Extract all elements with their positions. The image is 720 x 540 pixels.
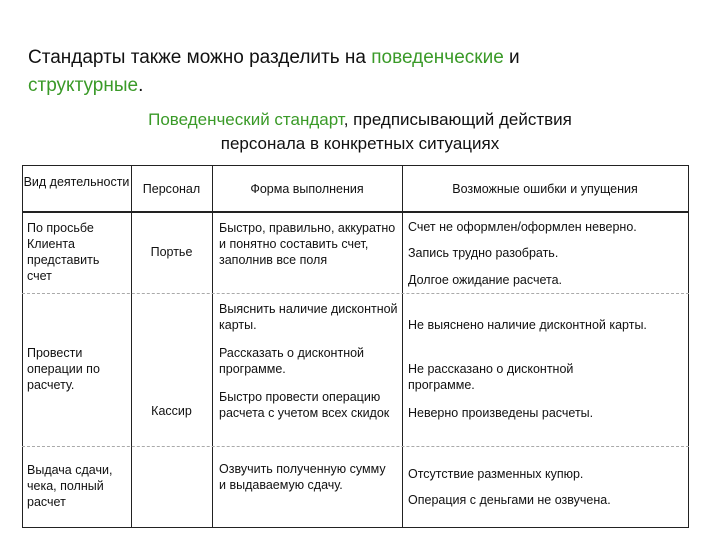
row2-error-3: Неверно произведены расчеты. [408,406,594,420]
row2-error-1: Не выяснено наличие дисконтной карты. [408,318,647,332]
row3-error-1: Отсутствие разменных купюр. [408,467,584,481]
slide-heading [28,44,708,100]
row1-error-1: Счет не оформлен/оформлен неверно. [408,220,637,234]
row1-error-2: Запись трудно разобрать. [408,246,559,260]
row2-form-2: Рассказать о дисконтной программе. [219,346,365,376]
heading-text-3: . [138,75,144,96]
row2-activity: Провести операции по расчету. [27,346,100,392]
slide-subtitle [40,108,680,156]
row2-error-2: Не рассказано о дисконтной программе. [408,362,574,392]
row1-error-3: Долгое ожидание расчета. [408,273,563,287]
header-activity: Вид деятельности [23,175,130,189]
row2-form-1: Выяснить наличие дисконтной карты. [219,302,398,332]
col-divider-1 [131,165,132,528]
heading-structural: структурные [28,75,139,96]
heading-behavioral: поведенческие [371,47,504,68]
row1-activity: По просьбе Клиента представить счет [27,221,100,283]
row-divider-1 [22,293,689,294]
row1-form: Быстро, правильно, аккуратно и понятно составить счет, заполнив все поля [219,221,396,267]
row3-activity: Выдача сдачи, чека, полный расчет [27,463,113,509]
col-divider-3 [402,165,403,528]
col-divider-2 [212,165,213,528]
subtitle-rest: , предписывающий действия [343,110,572,129]
header-errors: Возможные ошибки и упущения [452,182,638,196]
row-divider-2 [22,446,689,447]
header-form: Форма выполнения [250,182,364,196]
heading-text-2: и [503,47,520,68]
table-border-right [688,165,689,528]
table-border-left [22,165,23,528]
row1-staff: Портье [150,245,193,259]
header-staff: Персонал [142,182,201,196]
header-divider [22,211,689,213]
row2-staff: Кассир [151,404,192,418]
subtitle-line2: персонала в конкретных ситуациях [220,134,500,153]
standards-table [22,165,689,528]
subtitle-green: Поведенческий стандарт [148,110,344,129]
row3-error-2: Операция с деньгами не озвучена. [408,493,611,507]
row3-form: Озвучить полученную сумму и выдаваемую сдачу. [219,462,386,492]
row2-form-3: Быстро провести операцию расчета с учетом всех скидок [219,390,390,420]
heading-text-1: Стандарты также можно разделить на [28,47,372,68]
table-border-top [22,165,689,166]
table-border-bottom [22,527,689,528]
